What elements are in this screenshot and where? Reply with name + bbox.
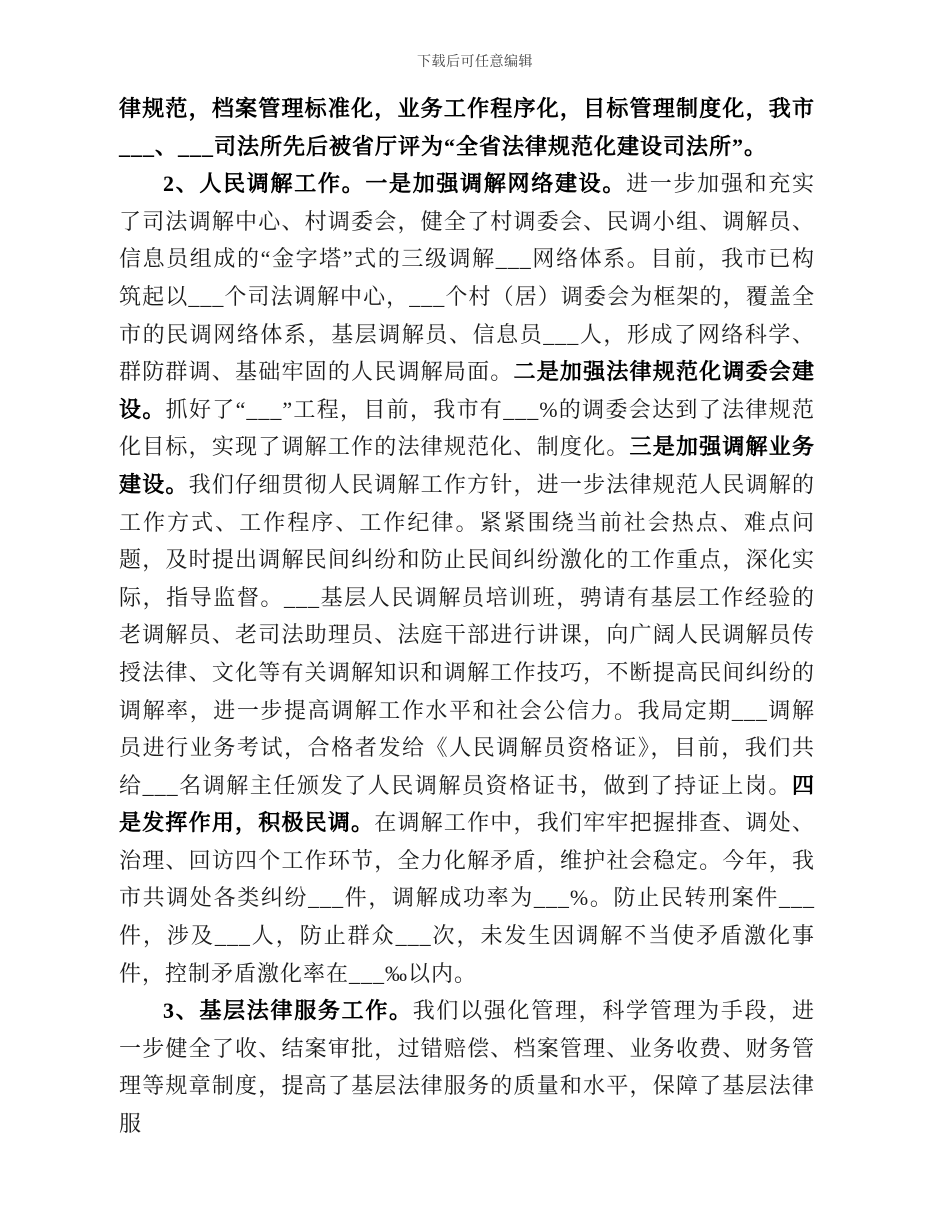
text-run-bold: 三是加强调解业务建设。	[119, 434, 815, 497]
text-run: 在调解工作中，我们牢牢把握排查、调处、治理、回访四个工作环节，全力化解矛盾，维护社会稳定。今年，我市共调处各类纠纷___件，调解成功率为___%。防止民转刑案件___件，涉及___人，防止群众___次，未发生因调解不当使矛盾激化事件，控制矛盾激化率在___‰以内。	[119, 810, 815, 986]
text-run: 我们仔细贯彻人民调解工作方针，进一步法律规范人民调解的工作方式、工作程序、工作纪律。紧紧围绕当前社会热点、难点问题，及时提出调解民间纠纷和防止民间纠纷激化的工作重点，深化实际，指导监督。___基层人民调解员培训班，骋请有基层工作经验的老调解员、老司法助理员、法庭干部进行讲课，向广阔人民调解员传授法律、文化等有关调解知识和调解工作技巧，不断提高民间纠纷的调解率，进一步提高调解工作水平和社会公信力。我局定期___调解员进行业务考试，合格者发给《人民调解员资格证》，目前，我们共给___名调解主任颁发了人民调解员资格证书，做到了持证上岗。	[119, 471, 815, 798]
page-header-note: 下载后可任意编辑	[417, 55, 533, 70]
paragraph-people-mediation	[119, 165, 815, 992]
text-run-bold: 2、人民调解工作。一是加强调解网络建设。	[163, 171, 627, 197]
text-run-bold: 3、基层法律服务工作。	[163, 998, 413, 1024]
text-run-bold: 二是加强法律规范化调委会建设。	[119, 359, 815, 422]
text-run: 抓好了“___”工程，目前，我市有___%的调委会达到了法律规范化目标，实现了调解工作的法律规范化、制度化。	[119, 396, 815, 460]
paragraph-legal-service	[119, 992, 815, 1142]
document-body	[119, 90, 815, 1143]
paragraph-continuation	[119, 90, 815, 165]
text-run: 我们以强化管理，科学管理为手段，进一步健全了收、结案审批，过错赔偿、档案管理、业务收费、财务管理等规章制度，提高了基层法律服务的质量和水平，保障了基层法律服	[119, 998, 815, 1137]
text-run-bold: 律规范，档案管理标准化，业务工作程序化，目标管理制度化，我市___、___司法所先后被省厅评为“全省法律规范化建设司法所”。	[119, 96, 815, 159]
text-run: 进一步加强和充实了司法调解中心、村调委会，健全了村调委会、民调小组、调解员、信息员组成的“金字塔”式的三级调解___网络体系。目前，我市已构筑起以___个司法调解中心，___个村（居）调委会为框架的，覆盖全市的民调网络体系，基层调解员、信息员___人，形成了网络科学、群防群调、基础牢固的人民调解局面。	[119, 171, 815, 385]
text-run-bold: 四是发挥作用，积极民调。	[119, 772, 815, 836]
